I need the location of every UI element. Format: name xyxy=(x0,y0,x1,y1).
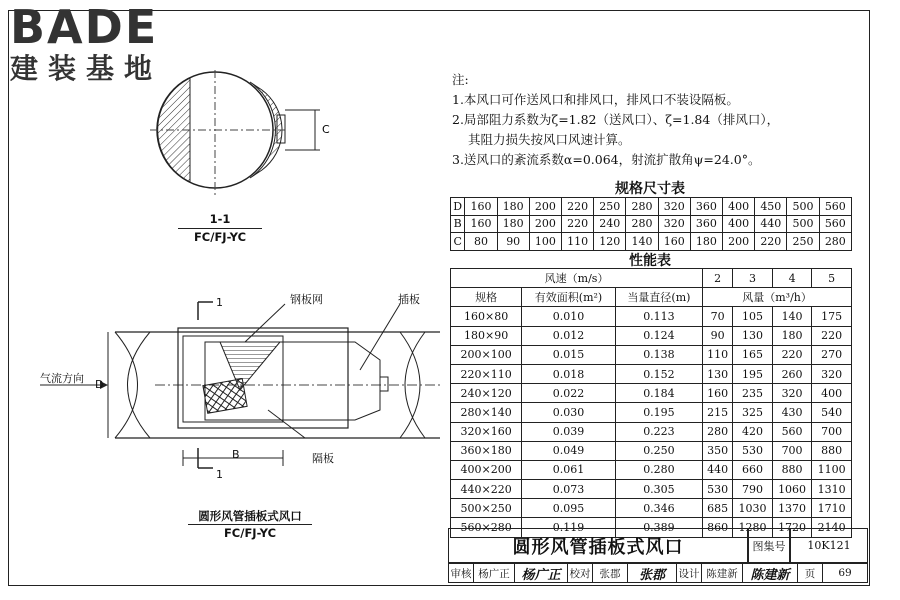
spec-cell: 90 xyxy=(497,233,529,251)
perf-cell: 1370 xyxy=(772,499,812,518)
speed-value: 5 xyxy=(812,269,852,288)
perf-table-row xyxy=(451,403,852,422)
spec-cell: 280 xyxy=(626,215,658,233)
review-signature: 杨广正 xyxy=(515,564,568,582)
perf-cell: 400×200 xyxy=(451,460,522,479)
spec-cell: 180 xyxy=(497,215,529,233)
perf-cell: 0.061 xyxy=(522,460,615,479)
perf-table-row xyxy=(451,307,852,326)
perf-cell: 1310 xyxy=(812,480,852,499)
perf-header-row xyxy=(451,288,852,307)
perf-table-row xyxy=(451,499,852,518)
perf-cell: 0.073 xyxy=(522,480,615,499)
perf-cell: 0.018 xyxy=(522,364,615,383)
dim-b-label: B xyxy=(232,448,240,461)
perf-cell: 700 xyxy=(812,422,852,441)
spec-cell: 180 xyxy=(497,198,529,216)
design-name: 陈建新 xyxy=(702,564,743,582)
notes-block xyxy=(452,70,862,170)
perf-cell: 0.250 xyxy=(615,441,702,460)
atlas-number: 10K121 xyxy=(790,528,868,563)
perf-cell: 160×80 xyxy=(451,307,522,326)
spec-cell: 180 xyxy=(690,233,722,251)
perf-table-row xyxy=(451,345,852,364)
logo-subtitle: 建装基地 xyxy=(10,52,163,85)
perf-table-row xyxy=(451,364,852,383)
page-number: 69 xyxy=(838,567,852,579)
perf-cell: 0.152 xyxy=(615,364,702,383)
perf-header-row xyxy=(451,269,852,288)
design-signature: 陈建新 xyxy=(743,564,798,582)
spec-row-label: C xyxy=(451,233,465,251)
spec-cell: 280 xyxy=(819,233,851,251)
perf-cell: 0.124 xyxy=(615,326,702,345)
atlas-label: 图集号 xyxy=(748,528,790,563)
perf-cell: 280×140 xyxy=(451,403,522,422)
spec-cell: 320 xyxy=(658,198,690,216)
perf-cell: 140 xyxy=(772,307,812,326)
perf-cell: 0.119 xyxy=(522,518,615,537)
speed-value: 2 xyxy=(703,269,733,288)
check-signature: 张郡 xyxy=(628,564,677,582)
col-header-flow: 风量（m³/h） xyxy=(703,288,852,307)
dim-c-label: C xyxy=(322,123,330,136)
perf-cell: 700 xyxy=(772,441,812,460)
spec-cell: 120 xyxy=(594,233,626,251)
section-mark-bottom: 1 xyxy=(216,468,223,481)
perf-cell: 130 xyxy=(703,364,733,383)
perf-cell: 0.010 xyxy=(522,307,615,326)
perf-cell: 220 xyxy=(812,326,852,345)
perf-cell: 530 xyxy=(733,441,773,460)
perf-cell: 880 xyxy=(772,460,812,479)
speed-value: 4 xyxy=(772,269,812,288)
spec-cell: 160 xyxy=(465,215,497,233)
perf-cell: 215 xyxy=(703,403,733,422)
perf-cell: 0.095 xyxy=(522,499,615,518)
perf-cell: 0.030 xyxy=(522,403,615,422)
spec-table-row xyxy=(451,215,852,233)
perf-cell: 130 xyxy=(733,326,773,345)
perf-cell: 0.138 xyxy=(615,345,702,364)
brand-logo xyxy=(10,0,163,86)
perf-cell: 440 xyxy=(703,460,733,479)
perf-cell: 560×280 xyxy=(451,518,522,537)
spec-cell: 200 xyxy=(723,233,755,251)
perf-cell: 0.223 xyxy=(615,422,702,441)
spec-cell: 200 xyxy=(529,198,561,216)
note-line: 1.本风口可作送风口和排风口，排风口不装设隔板。 xyxy=(452,92,739,107)
perf-cell: 0.015 xyxy=(522,345,615,364)
spec-cell: 360 xyxy=(690,215,722,233)
spec-cell: 220 xyxy=(562,198,594,216)
spec-cell: 140 xyxy=(626,233,658,251)
logo-brand-text: BADE xyxy=(10,0,159,54)
col-header-spec: 规格 xyxy=(451,288,522,307)
spec-cell: 400 xyxy=(723,215,755,233)
mesh-area xyxy=(203,379,247,414)
review-label: 审核 xyxy=(449,564,474,582)
perf-cell: 240×120 xyxy=(451,384,522,403)
perf-cell: 70 xyxy=(703,307,733,326)
title-block xyxy=(448,528,868,584)
perf-cell: 160 xyxy=(703,384,733,403)
perf-cell: 0.012 xyxy=(522,326,615,345)
spec-cell: 250 xyxy=(787,233,819,251)
perf-cell: 350 xyxy=(703,441,733,460)
perf-cell: 440×220 xyxy=(451,480,522,499)
perf-cell: 1060 xyxy=(772,480,812,499)
spec-cell: 400 xyxy=(723,198,755,216)
check-name: 张郡 xyxy=(593,564,628,582)
spec-table xyxy=(450,197,852,251)
spec-cell: 220 xyxy=(755,233,787,251)
spec-cell: 100 xyxy=(529,233,561,251)
check-label: 校对 xyxy=(568,564,593,582)
perf-cell: 0.305 xyxy=(615,480,702,499)
spec-cell: 110 xyxy=(562,233,594,251)
perf-cell: 280 xyxy=(703,422,733,441)
label-plate: 插板 xyxy=(398,293,420,306)
perf-cell: 2140 xyxy=(812,518,852,537)
perf-cell: 530 xyxy=(703,480,733,499)
perf-cell: 0.113 xyxy=(615,307,702,326)
label-mesh: 钢板网 xyxy=(290,293,323,306)
col-header-diameter: 当量直径(m) xyxy=(615,288,702,307)
spec-table-row xyxy=(451,198,852,216)
spec-cell: 500 xyxy=(787,198,819,216)
section-caption-rule xyxy=(178,228,262,229)
spec-row-label: B xyxy=(451,215,465,233)
perf-cell: 560 xyxy=(772,422,812,441)
note-line: 3.送风口的紊流系数α=0.064，射流扩散角ψ=24.0°。 xyxy=(452,152,761,167)
section-model: FC/FJ-YC xyxy=(193,230,247,244)
dim-d-label: D xyxy=(95,378,104,391)
speed-value: 3 xyxy=(733,269,773,288)
section-label: 1-1 xyxy=(209,212,231,226)
plan-view-drawing xyxy=(20,290,440,490)
perf-cell: 165 xyxy=(733,345,773,364)
perf-cell: 0.022 xyxy=(522,384,615,403)
perf-cell: 1030 xyxy=(733,499,773,518)
perf-cell: 325 xyxy=(733,403,773,422)
perf-cell: 200×100 xyxy=(451,345,522,364)
spec-cell: 200 xyxy=(529,215,561,233)
perf-cell: 110 xyxy=(703,345,733,364)
spec-cell: 240 xyxy=(594,215,626,233)
notes-heading: 注: xyxy=(452,72,469,87)
label-partition: 隔板 xyxy=(312,452,334,465)
perf-cell: 105 xyxy=(733,307,773,326)
perf-cell: 220×110 xyxy=(451,364,522,383)
perf-cell: 685 xyxy=(703,499,733,518)
perf-cell: 90 xyxy=(703,326,733,345)
perf-cell: 180 xyxy=(772,326,812,345)
plan-caption-rule xyxy=(188,524,312,525)
perf-cell: 0.389 xyxy=(615,518,702,537)
spec-table-row xyxy=(451,233,852,251)
plan-title: 圆形风管插板式风口 xyxy=(198,509,302,523)
note-line: 其阻力损失按风口风速计算。 xyxy=(468,132,631,147)
perf-cell: 1720 xyxy=(772,518,812,537)
label-airflow: 气流方向 xyxy=(40,372,84,385)
perf-cell: 860 xyxy=(703,518,733,537)
note-line: 2.局部阻力系数为ζ=1.82（送风口）、ζ=1.84（排风口）， xyxy=(452,112,780,127)
spec-cell: 500 xyxy=(787,215,819,233)
perf-cell: 660 xyxy=(733,460,773,479)
perf-cell: 0.195 xyxy=(615,403,702,422)
section-mark-top: 1 xyxy=(216,296,223,309)
col-header-area: 有效面积(m²) xyxy=(522,288,615,307)
speed-header: 风速（m/s） xyxy=(451,269,703,288)
spec-cell: 440 xyxy=(755,215,787,233)
perf-cell: 430 xyxy=(772,403,812,422)
review-name: 杨广正 xyxy=(474,564,515,582)
plan-model: FC/FJ-YC xyxy=(223,526,277,540)
spec-cell: 160 xyxy=(658,233,690,251)
design-label: 设计 xyxy=(677,564,702,582)
spec-cell: 280 xyxy=(626,198,658,216)
perf-table-row xyxy=(451,422,852,441)
perf-cell: 790 xyxy=(733,480,773,499)
perf-cell: 260 xyxy=(772,364,812,383)
spec-cell: 560 xyxy=(819,198,851,216)
perf-table xyxy=(450,268,852,538)
perf-cell: 0.346 xyxy=(615,499,702,518)
perf-table-row xyxy=(451,480,852,499)
perf-cell: 320×160 xyxy=(451,422,522,441)
section-view-drawing xyxy=(150,70,340,210)
perf-cell: 360×180 xyxy=(451,441,522,460)
spec-cell: 450 xyxy=(755,198,787,216)
perf-table-title: 性能表 xyxy=(629,253,671,269)
spec-cell: 220 xyxy=(562,215,594,233)
page-label: 页 xyxy=(798,564,823,582)
perf-cell: 500×250 xyxy=(451,499,522,518)
spec-table-title: 规格尺寸表 xyxy=(615,181,685,197)
perf-cell: 880 xyxy=(812,441,852,460)
perf-cell: 420 xyxy=(733,422,773,441)
perf-cell: 0.184 xyxy=(615,384,702,403)
spec-cell: 560 xyxy=(819,215,851,233)
title-block-title: 圆形风管插板式风口 xyxy=(448,528,748,563)
spec-row-label: D xyxy=(451,198,465,216)
perf-cell: 195 xyxy=(733,364,773,383)
perf-table-row xyxy=(451,384,852,403)
signature-row xyxy=(448,563,868,583)
spec-cell: 160 xyxy=(465,198,497,216)
perf-table-row xyxy=(451,460,852,479)
perf-cell: 320 xyxy=(812,364,852,383)
perf-cell: 1280 xyxy=(733,518,773,537)
perf-cell: 320 xyxy=(772,384,812,403)
perf-cell: 0.039 xyxy=(522,422,615,441)
spec-cell: 250 xyxy=(594,198,626,216)
perf-cell: 540 xyxy=(812,403,852,422)
perf-cell: 0.280 xyxy=(615,460,702,479)
perf-cell: 175 xyxy=(812,307,852,326)
spec-cell: 320 xyxy=(658,215,690,233)
perf-cell: 235 xyxy=(733,384,773,403)
perf-table-row xyxy=(451,326,852,345)
perf-cell: 180×90 xyxy=(451,326,522,345)
perf-cell: 0.049 xyxy=(522,441,615,460)
perf-table-row xyxy=(451,441,852,460)
spec-cell: 80 xyxy=(465,233,497,251)
perf-cell: 1100 xyxy=(812,460,852,479)
spec-cell: 360 xyxy=(690,198,722,216)
perf-cell: 400 xyxy=(812,384,852,403)
perf-cell: 270 xyxy=(812,345,852,364)
perf-cell: 220 xyxy=(772,345,812,364)
perf-cell: 1710 xyxy=(812,499,852,518)
